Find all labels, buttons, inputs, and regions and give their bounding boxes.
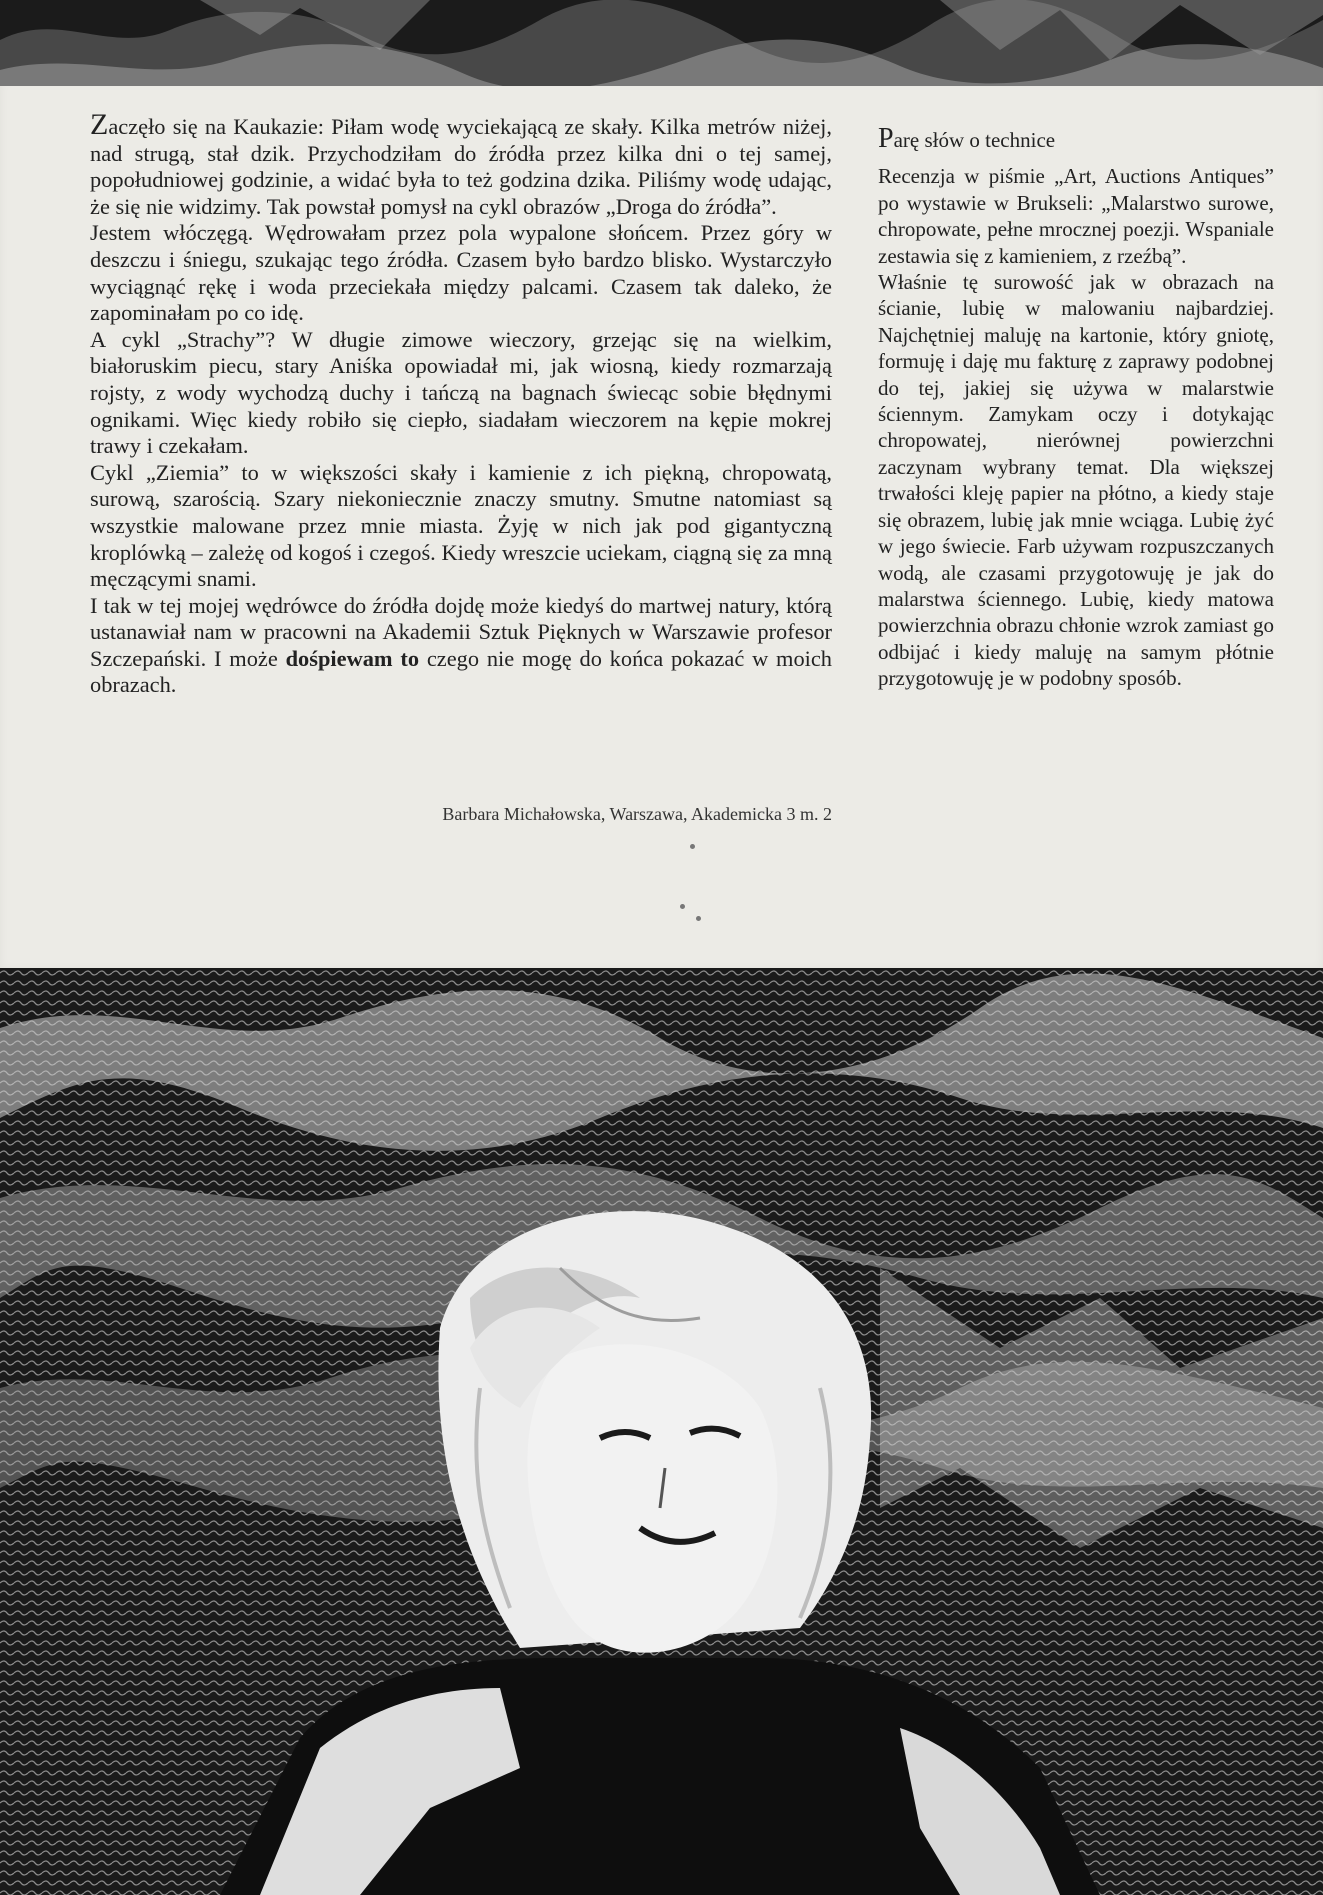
paragraph-text: I tak w tej mojej wędrówce do źródła dojdę może kiedyś do martwej natury, którą ustanawiał nam w pracowni na Akademii Sztuk Pięknych w Warszawie profesor Szczepański. I może xyxy=(90,592,832,671)
sidebar-technique xyxy=(878,123,1274,692)
rock-texture-top xyxy=(0,0,1323,92)
bold-phrase: dośpiewam to xyxy=(285,645,420,671)
paper-speck xyxy=(696,916,701,921)
article-body xyxy=(90,108,832,699)
article-paragraph-2: Jestem włóczęgą. Wędrowałam przez pola wypalone słońcem. Przez góry w deszczu i śniegu, szukając tego źródła. Czasem było bardzo blisko. Wystarczyło wyciągnąć rękę i woda przeciekała między palcami. Czasem tak daleko, że zapominałam po co idę. xyxy=(90,220,832,326)
text-page xyxy=(0,86,1323,976)
sidebar-heading xyxy=(878,123,1274,154)
article-paragraph-5 xyxy=(90,593,832,699)
article-paragraph-4: Cykl „Ziemia” to w większości skały i kamienie z ich piękną, chropowatą, surową, szarością. Szary niekoniecznie znaczy smutny. Smutne natomiast są wszystkie malowane przez mnie miasta. Żyję w nich jak pod gigantyczną kroplówką – zależę od kogoś i czegoś. Kiedy wreszcie uciekam, ciągną się za mną męczącymi snami. xyxy=(90,459,832,592)
paper-speck xyxy=(690,844,695,849)
portrait-photo xyxy=(0,968,1323,1895)
article-paragraph-1 xyxy=(90,108,832,220)
heading-cap: P xyxy=(878,123,894,154)
sidebar-paragraph-1: Recenzja w piśmie „Art, Auctions Antiques” po wystawie w Brukseli: „Malarstwo surowe, chropowate, pełne mrocznej poezji. Wspaniale zestawia się z kamieniem, z rzeźbą”. xyxy=(878,164,1274,268)
drop-cap: Z xyxy=(90,108,109,141)
heading-rest: arę słów o technice xyxy=(893,128,1056,152)
paper-speck xyxy=(680,904,685,909)
portrait-image xyxy=(0,968,1323,1895)
top-photo-strip xyxy=(0,0,1323,92)
sidebar-paragraph-2: Właśnie tę surowość jak w obrazach na ścianie, lubię w malowaniu najbardziej. Najchętniej maluję na kartonie, który gniotę, formuję i daję mu fakturę z zaprawy podobnej do tej, jakiej się używa w malarstwie ściennym. Zamykam oczy i dotykając chropowatej, nierównej powierzchni zaczynam wybrany temat. Dla większej trwałości kleję papier na płótno, a kiedy staje się obrazem, lubię jak mnie wciąga. Lubię żyć w jego świecie. Farb używam rozpuszczanych wodą, ale czasami przygotowuję je jak do malarstwa ściennego. Lubię, kiedy matowa powierzchnia obrazu chłonie wzrok zamiast go odbijać i kiedy maluję na samym płótnie przygotowuję je w podobny sposób. xyxy=(878,270,1274,691)
paragraph-text: aczęło się na Kaukazie: Piłam wodę wyciekającą ze skały. Kilka metrów niżej, nad strugą, stał dzik. Przychodziłam do źródła przez kilka dni o tej samej, popołudniowej godzinie, a widać była to też godzina dzika. Piliśmy wodę udając, że się nie widzimy. Tak powstał pomysł na cykl obrazów „Droga do źródła”. xyxy=(90,114,832,219)
article-paragraph-3: A cykl „Strachy”? W długie zimowe wieczory, grzejąc się na wielkim, białoruskim piecu, stary Aniśka opowiadał mi, jak wiosną, kiedy rozmarzają rojsty, z wody wychodzą duchy i tańczą na bagnach świecąc sobie błędnymi ognikami. Więc kiedy robiło się ciepło, siadałam wieczorem na kępie mokrej trawy i czekałam. xyxy=(90,326,832,459)
author-signature: Barbara Michałowska, Warszawa, Akademicka 3 m. 2 xyxy=(442,804,832,824)
paragraph-text: czego nie mogę do końca pokazać w moich obrazach. xyxy=(90,645,832,698)
